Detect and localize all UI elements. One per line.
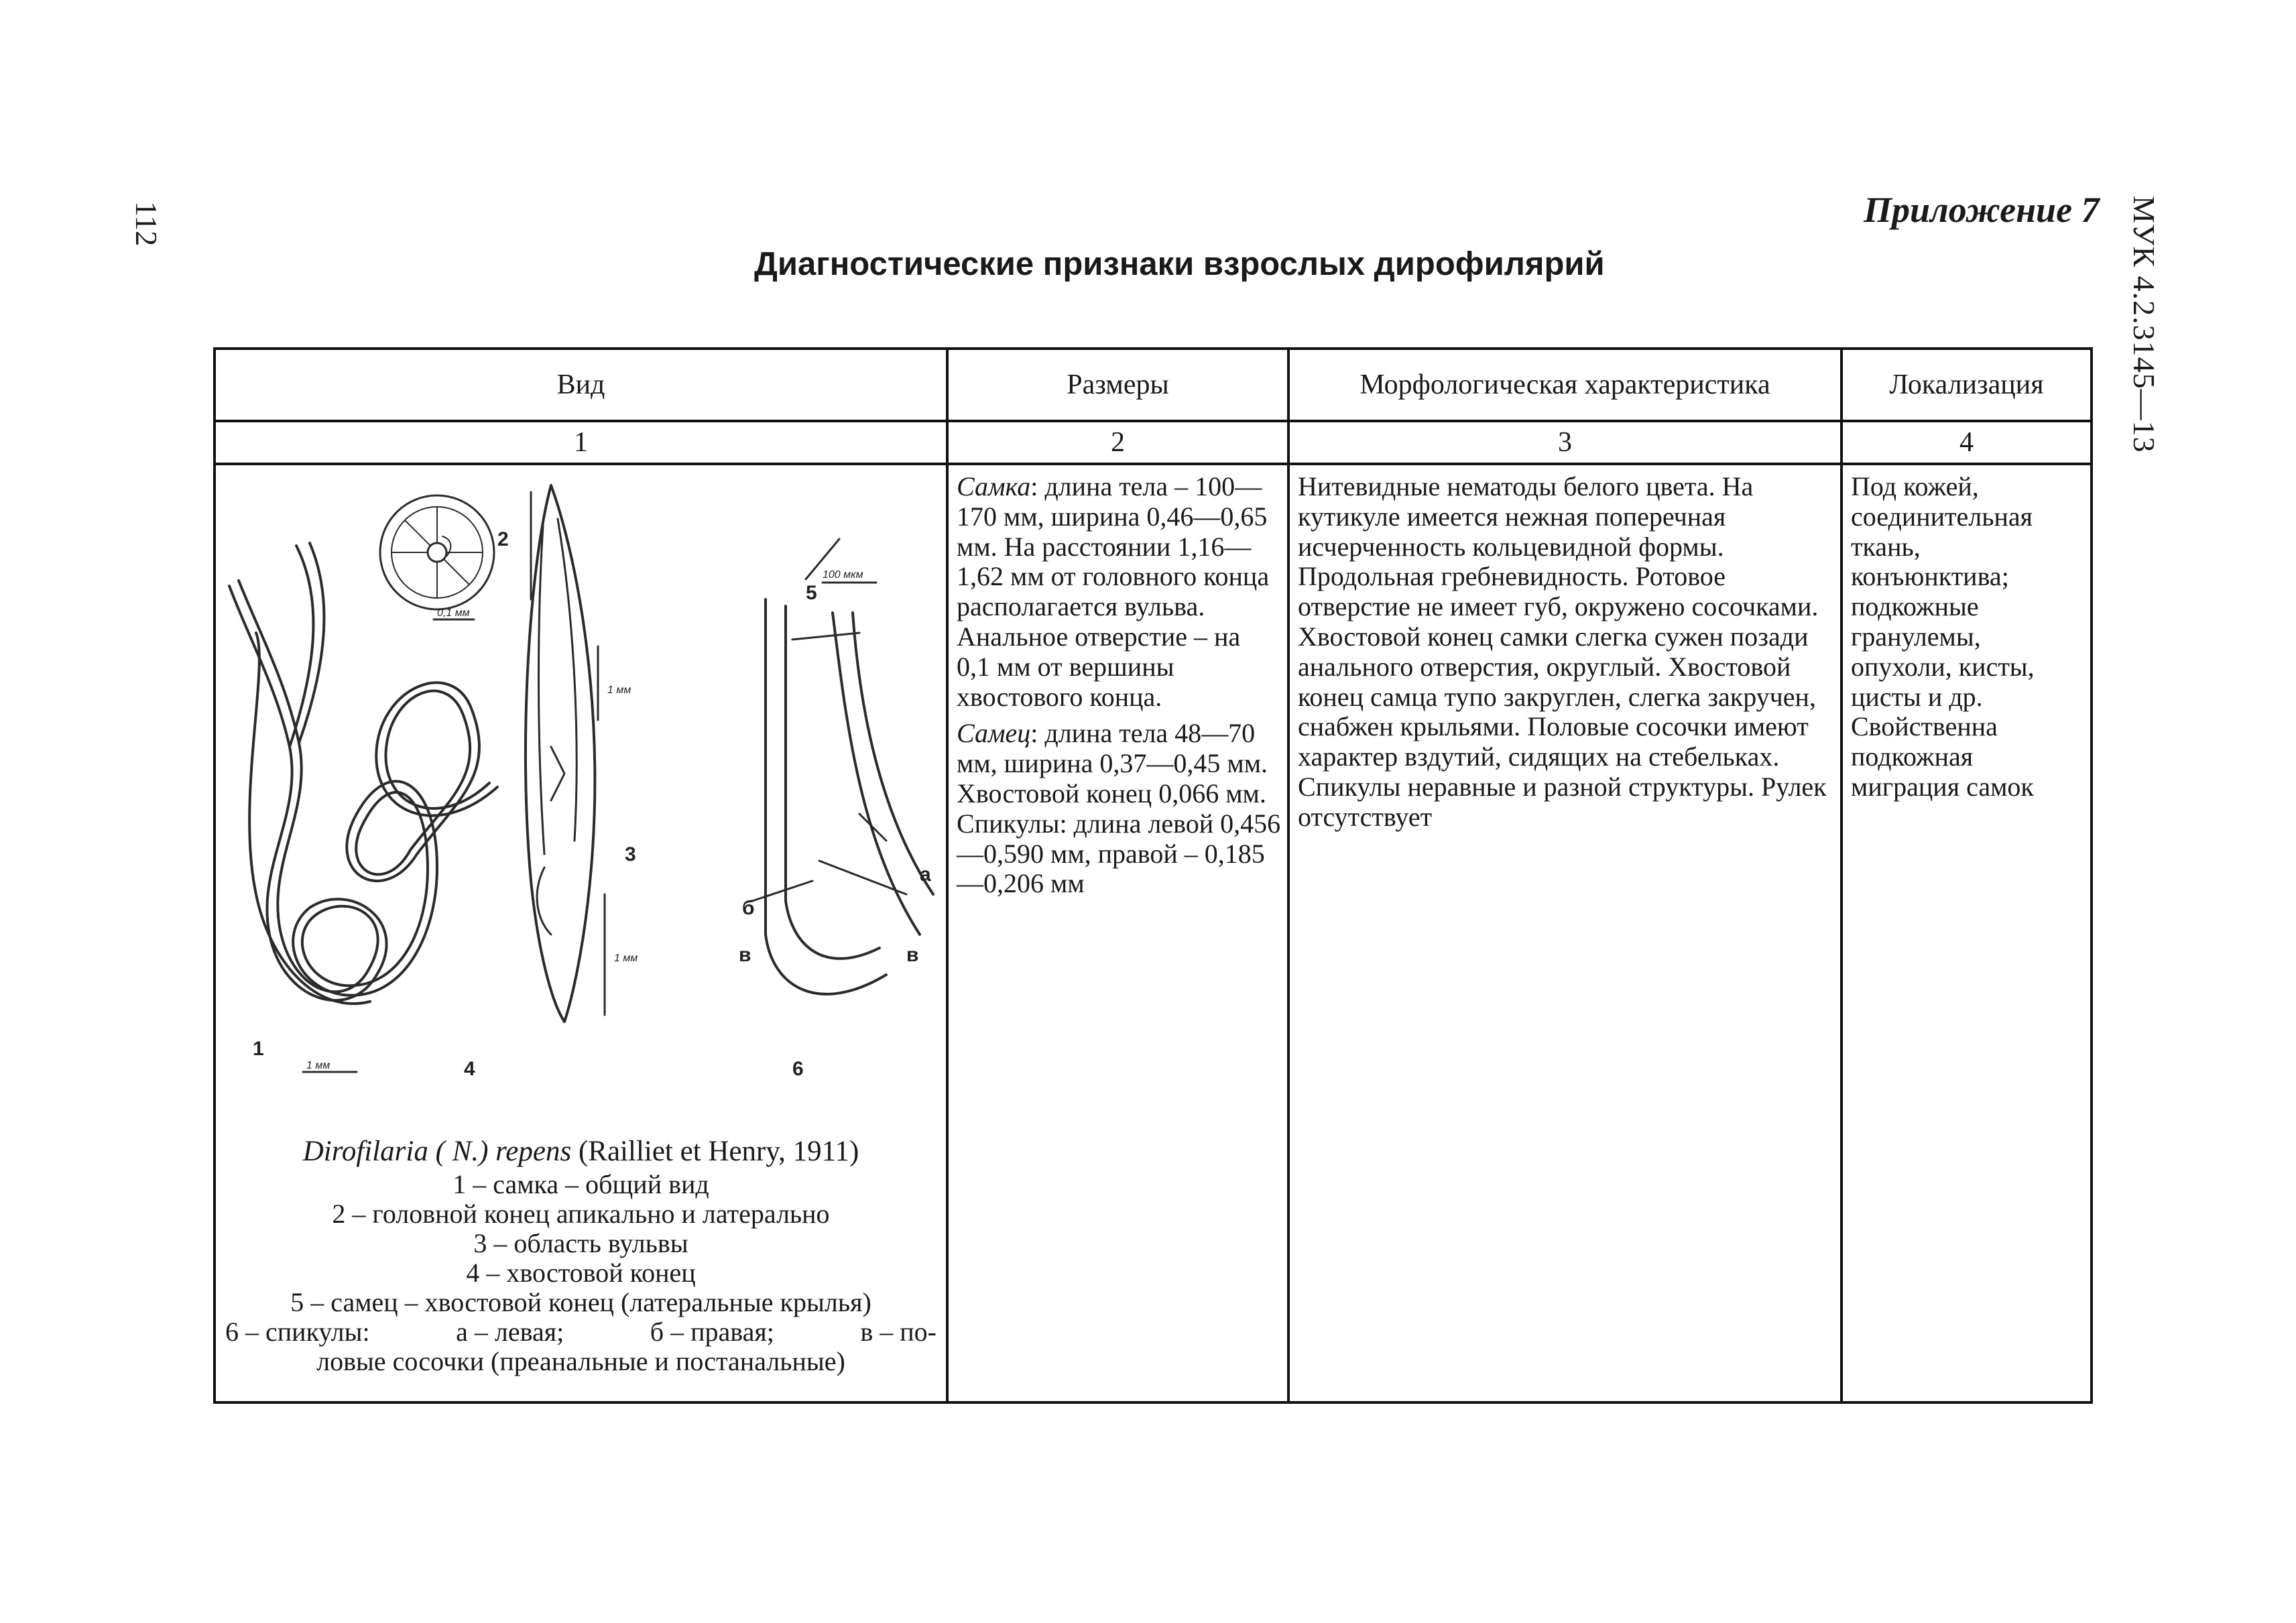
figure-label-4: 4 [464,1058,475,1080]
legend-6-left: а – левая; [456,1317,564,1347]
figure-label-3: 3 [625,843,636,865]
scale-label-male: 100 мкм [823,569,863,581]
legend-6-spicules: 6 – спикулы: [225,1317,370,1347]
column-number-4: 4 [1841,421,2092,464]
species-authority: (Railliet et Henry, 1911) [578,1136,859,1167]
species-cell [215,464,947,1402]
female-sizes [957,472,1282,712]
figure-label-5: 5 [806,582,817,604]
figure-label-b: б [742,897,755,919]
column-number-3: 3 [1288,421,1841,464]
page-title: Диагностические признаки взрослых дирофилярий [754,246,1605,282]
male-sizes [957,719,1282,899]
vulva-region-drawing [526,485,595,1022]
legend-item-2: 2 – головной конец апикально и латерально [332,1199,830,1229]
figure-label-6: 6 [792,1058,804,1080]
female-sizes-text-2: 0,1 мм от вершины хвостового конца. [957,651,1174,712]
male-tail-drawing [752,539,933,994]
diagnostic-table [213,347,2093,1404]
species-caption [216,1136,946,1376]
female-label: Самка [957,471,1031,501]
female-sizes-text: : длина тела – 100—170 мм, ширина 0,46—0,65 мм. На расстоянии 1,16—1,62 мм от головного конца располагается вульва. Анальное отверстие – на [957,471,1270,652]
legend-6-papillae: в – по- [860,1317,936,1347]
nematode-figure [216,465,946,1136]
male-label: Самец [957,718,1031,749]
header-species: Вид [215,349,947,421]
document-code: МУК 4.2.3145—13 [2127,196,2161,453]
appendix-label: Приложение 7 [1864,190,2100,230]
legend-item-6-continued: ловые сосочки (преанальные и постанальные) [316,1346,845,1377]
nematode-drawing [216,465,949,1136]
localization-text: Под кожей, соединительная ткань, конъюнктива; подкожные гранулемы, опухоли, кисты, цисты и др. Свойственна подкожная миграция самок [1851,471,2035,802]
column-number-1: 1 [215,421,947,464]
header-localization: Локализация [1841,349,2092,421]
figure-label-2: 2 [497,528,509,550]
table-row [215,464,2092,1402]
morphology-cell [1288,464,1841,1402]
male-sizes-text: : длина тела 48—70 мм, ширина 0,37—0,45 мм. Хвостовой конец 0,066 мм. Спикулы: длина левой 0,456—0,590 мм, правой – 0,185—0,206 мм [957,718,1281,899]
legend-item-6 [225,1317,936,1347]
page-number: 112 [129,201,164,247]
sizes-cell [947,464,1288,1402]
scale-label-female: 1 мм [306,1060,330,1071]
species-name [225,1136,936,1167]
legend-item-5: 5 – самец – хвостовой конец (латеральные крылья) [290,1287,871,1318]
legend-item-3: 3 – область вульвы [473,1228,688,1259]
header-morphology: Морфологическая характеристика [1288,349,1841,421]
figure-label-v-left: в [739,944,751,966]
morphology-text: Нитевидные нематоды белого цвета. На кутикуле имеется нежная поперечная исчерченность кольцевидной формы. Продольная гребневидность. Ротовое отверстие не имеет губ, окружено сосочками. Хвостовой конец самки слегка сужен позади анального отверстия, округлый. Хвостовой конец самца тупо закруглен, слегка закручен, снабжен крыльями. Половые сосочки имеют характер вздутий, сидящих на стебельках. Спикулы неравные и разной структуры. Рулек отсутствует [1298,471,1827,832]
legend-6-right: б – правая; [650,1317,774,1347]
species-scientific-name: Dirofilaria ( N.) repens [302,1136,572,1167]
figure-label-1: 1 [253,1038,264,1060]
figure-label-a: а [920,863,931,886]
legend-item-4: 4 – хвостовой конец [466,1258,696,1288]
header-sizes: Размеры [947,349,1288,421]
legend-item-1: 1 – самка – общий вид [452,1169,709,1200]
localization-cell [1841,464,2092,1402]
scale-label-head: 0,1 мм [437,607,470,619]
figure-label-v-right: в [906,944,919,966]
head-apical-view-drawing [380,495,494,609]
scale-label-tail: 1 мм [614,953,638,964]
scale-label-vulva: 1 мм [607,684,631,696]
column-number-2: 2 [947,421,1288,464]
